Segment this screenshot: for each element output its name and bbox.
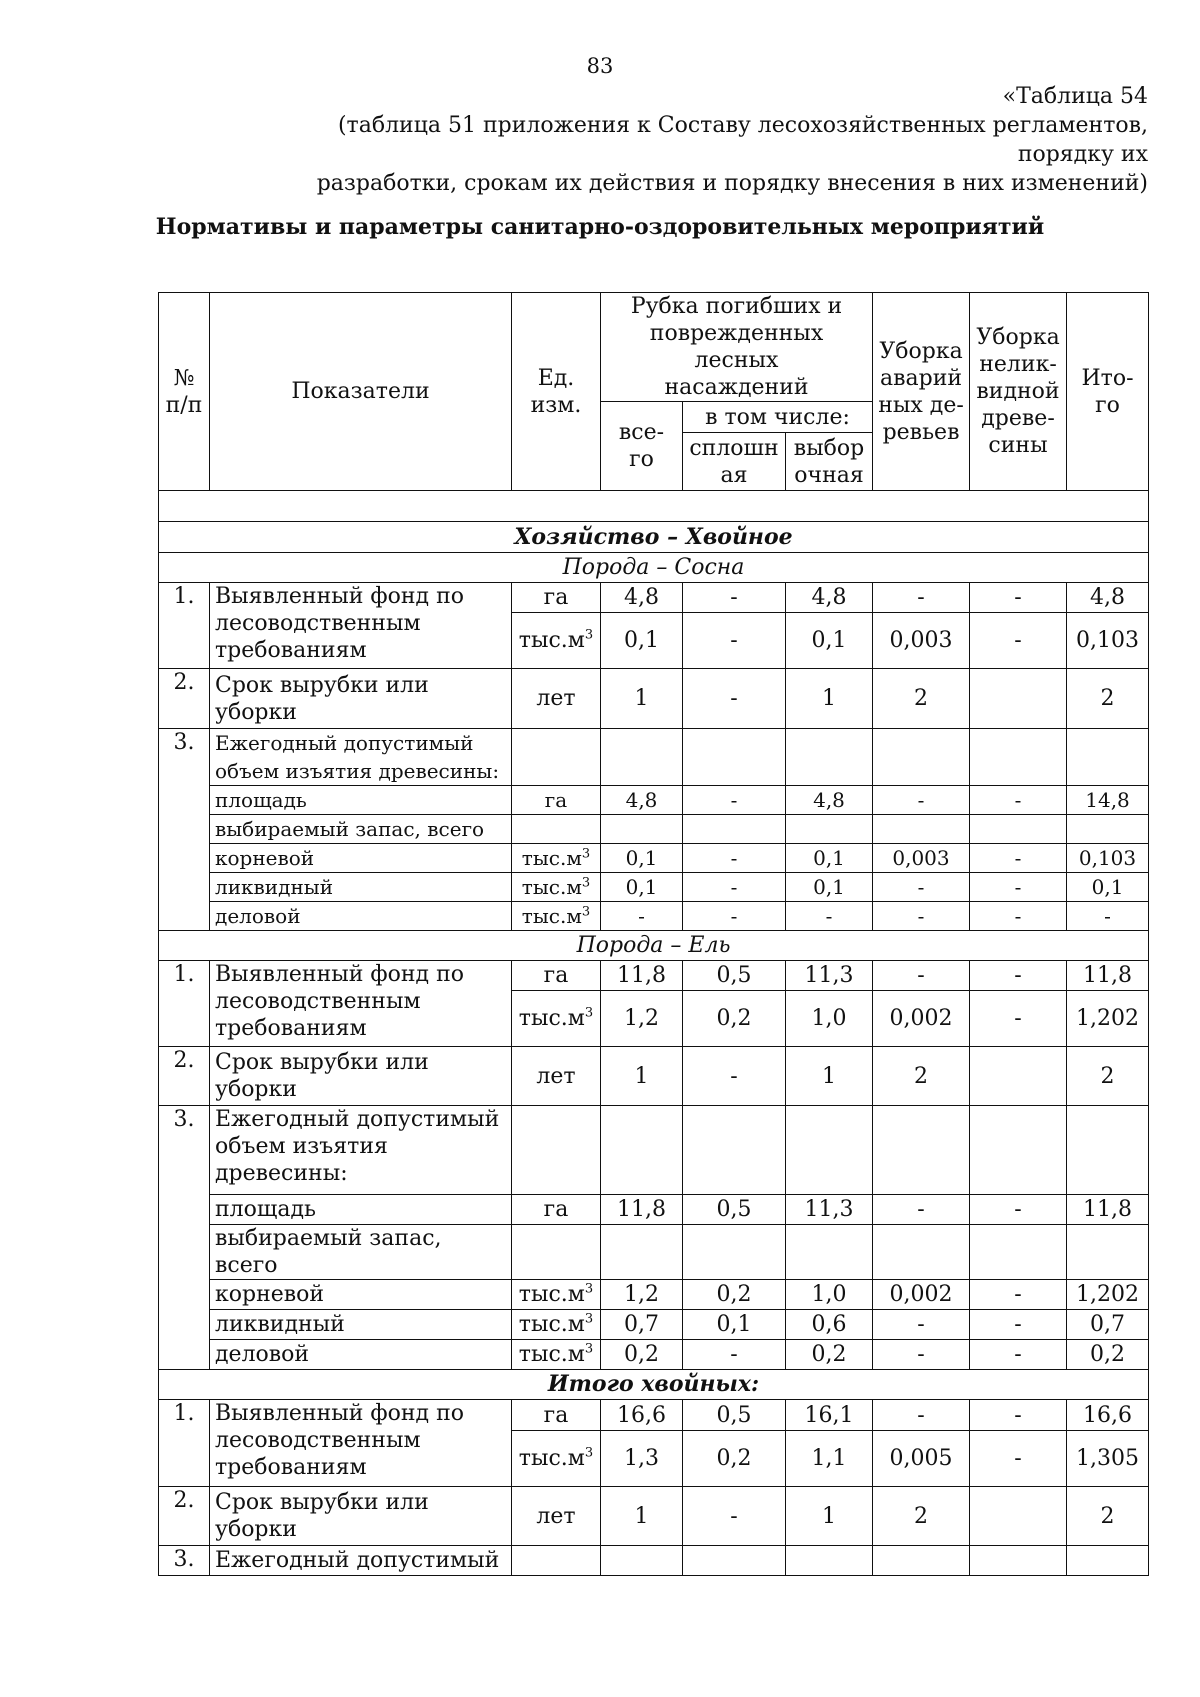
value-cell: 1,2: [601, 991, 683, 1047]
indicator-business: деловой: [210, 902, 512, 931]
value-cell: -: [873, 1340, 970, 1370]
unit-cell: лет: [512, 669, 601, 729]
table-row: [159, 491, 1149, 522]
header-felling: Рубка погибших и поврежденных лесных насаждений: [601, 293, 873, 402]
value-cell: 2: [1067, 669, 1149, 729]
value-cell: 0,2: [683, 991, 786, 1047]
value-cell: 11,8: [1067, 1195, 1149, 1225]
value-cell: 0,002: [873, 1280, 970, 1310]
value-cell: -: [683, 613, 786, 669]
row-number: 3.: [159, 729, 210, 931]
value-cell: -: [873, 873, 970, 902]
value-cell: 16,6: [1067, 1400, 1149, 1431]
table-row: [159, 1487, 1149, 1546]
indicator-identified-fund: Выявленный фонд по лесоводственным требованиям: [210, 1400, 512, 1487]
value-cell: 1: [601, 1487, 683, 1546]
value-cell: -: [683, 669, 786, 729]
value-cell: -: [601, 902, 683, 931]
table-row: [159, 1195, 1149, 1225]
value-cell: 4,8: [601, 786, 683, 815]
value-cell: [970, 1047, 1067, 1106]
value-cell: 2: [873, 1487, 970, 1546]
table-row: [159, 844, 1149, 873]
value-cell: -: [683, 1340, 786, 1370]
indicator-area: площадь: [210, 1195, 512, 1225]
unit-cell: $тыс.м^3$: [512, 1310, 601, 1340]
value-cell: -: [970, 1195, 1067, 1225]
farm-heading: Хозяйство – Хвойное: [159, 522, 1149, 553]
value-cell: 0,7: [601, 1310, 683, 1340]
table-row: [159, 902, 1149, 931]
header-total-felling: все- го: [601, 402, 683, 491]
value-cell: -: [683, 1487, 786, 1546]
indicator-root: корневой: [210, 844, 512, 873]
norms-table: [158, 292, 1149, 1576]
indicator-identified-fund: Выявленный фонд по лесоводственным требованиям: [210, 961, 512, 1047]
value-cell: -: [970, 1431, 1067, 1487]
value-cell: -: [873, 1195, 970, 1225]
value-cell: 1: [786, 1487, 873, 1546]
value-cell: 2: [1067, 1047, 1149, 1106]
table-source-line-1: (таблица 51 приложения к Составу лесохозяйственных регламентов, порядку их: [337, 113, 1148, 167]
species-heading-pine: Порода – Сосна: [159, 553, 1149, 583]
header-indicator: Показатели: [210, 293, 512, 491]
table-row: [159, 1280, 1149, 1310]
value-cell: 1,0: [786, 1280, 873, 1310]
value-cell: -: [873, 786, 970, 815]
value-cell: 0,103: [1067, 613, 1149, 669]
value-cell: 0,5: [683, 1195, 786, 1225]
header-selective-felling: выбор очная: [786, 433, 873, 491]
table-row: [159, 786, 1149, 815]
indicator-selected-stock: выбираемый запас, всего: [210, 815, 512, 844]
value-cell: -: [970, 961, 1067, 991]
value-cell: 0,1: [601, 844, 683, 873]
value-cell: 0,2: [786, 1340, 873, 1370]
unit-cell: $тыс.м^3$: [512, 873, 601, 902]
unit-cell: $тыс.м^3$: [512, 991, 601, 1047]
table-row: [159, 1370, 1149, 1400]
value-cell: 0,1: [786, 844, 873, 873]
unit-cell: лет: [512, 1047, 601, 1106]
value-cell: [970, 1487, 1067, 1546]
value-cell: 1: [601, 669, 683, 729]
value-cell: -: [683, 786, 786, 815]
header-including: в том числе:: [683, 402, 873, 433]
value-cell: -: [970, 1310, 1067, 1340]
indicator-business: деловой: [210, 1340, 512, 1370]
unit-cell: га: [512, 1400, 601, 1431]
table-source-line-2: разработки, срокам их действия и порядку внесения в них изменений): [316, 171, 1148, 196]
row-number: 1.: [159, 961, 210, 1047]
row-number: 2.: [159, 1047, 210, 1106]
total-coniferous-heading: Итого хвойных:: [159, 1370, 1149, 1400]
row-number: 3.: [159, 1546, 210, 1576]
table-row: [159, 522, 1149, 553]
indicator-identified-fund: Выявленный фонд по лесоводственным требованиям: [210, 583, 512, 669]
header-total: Ито- го: [1067, 293, 1149, 491]
table-row: [159, 1340, 1149, 1370]
value-cell: -: [873, 1400, 970, 1431]
value-cell: -: [683, 1047, 786, 1106]
value-cell: -: [970, 1400, 1067, 1431]
value-cell: -: [970, 902, 1067, 931]
indicator-felling-period: Срок вырубки или уборки: [210, 1487, 512, 1546]
value-cell: -: [970, 991, 1067, 1047]
unit-cell: га: [512, 961, 601, 991]
value-cell: 11,3: [786, 961, 873, 991]
unit-cell: $тыс.м^3$: [512, 1280, 601, 1310]
value-cell: 1,0: [786, 991, 873, 1047]
value-cell: 2: [873, 1047, 970, 1106]
unit-cell: $тыс.м^3$: [512, 1340, 601, 1370]
value-cell: 11,8: [601, 961, 683, 991]
value-cell: -: [873, 583, 970, 613]
value-cell: 4,8: [786, 786, 873, 815]
value-cell: -: [970, 583, 1067, 613]
value-cell: 0,7: [1067, 1310, 1149, 1340]
value-cell: -: [786, 902, 873, 931]
value-cell: 0,1: [601, 873, 683, 902]
indicator-annual-allowable: Ежегодный допустимый: [210, 1546, 512, 1576]
value-cell: 4,8: [786, 583, 873, 613]
table-row: [159, 1546, 1149, 1576]
value-cell: 1,3: [601, 1431, 683, 1487]
value-cell: -: [873, 902, 970, 931]
unit-cell: $тыс.м^3$: [512, 844, 601, 873]
value-cell: -: [683, 873, 786, 902]
row-number: 1.: [159, 1400, 210, 1487]
unit-cell: лет: [512, 1487, 601, 1546]
table-row: [159, 583, 1149, 613]
value-cell: -: [970, 1280, 1067, 1310]
unit-cell: га: [512, 583, 601, 613]
row-number: 2.: [159, 1487, 210, 1546]
value-cell: 1: [786, 669, 873, 729]
value-cell: 0,2: [601, 1340, 683, 1370]
header-row: [159, 293, 1149, 402]
value-cell: -: [683, 902, 786, 931]
unit-cell: $тыс.м^3$: [512, 902, 601, 931]
value-cell: 0,2: [683, 1431, 786, 1487]
value-cell: 1,202: [1067, 991, 1149, 1047]
value-cell: -: [970, 873, 1067, 902]
value-cell: 11,3: [786, 1195, 873, 1225]
value-cell: -: [873, 961, 970, 991]
value-cell: 0,103: [1067, 844, 1149, 873]
value-cell: 16,6: [601, 1400, 683, 1431]
value-cell: 0,5: [683, 1400, 786, 1431]
value-cell: 1,2: [601, 1280, 683, 1310]
row-number: 1.: [159, 583, 210, 669]
table-row: [159, 729, 1149, 786]
table-row: [159, 873, 1149, 902]
indicator-liquid: ликвидный: [210, 1310, 512, 1340]
value-cell: 0,1: [786, 873, 873, 902]
value-cell: 1,305: [1067, 1431, 1149, 1487]
document-title: Нормативы и параметры санитарно-оздоровительных мероприятий: [155, 214, 1045, 240]
indicator-annual-allowable: Ежегодный допустимый объем изъятия древесины:: [210, 729, 512, 786]
value-cell: -: [1067, 902, 1149, 931]
table-caption: «Таблица 54: [1002, 84, 1148, 109]
value-cell: 1,1: [786, 1431, 873, 1487]
table-row: [159, 961, 1149, 991]
indicator-selected-stock: выбираемый запас, всего: [210, 1225, 512, 1280]
header-number: № п/п: [159, 293, 210, 491]
value-cell: 0,002: [873, 991, 970, 1047]
table-row: [159, 1400, 1149, 1431]
indicator-liquid: ликвидный: [210, 873, 512, 902]
value-cell: -: [970, 1340, 1067, 1370]
table-row: [159, 1047, 1149, 1106]
value-cell: 14,8: [1067, 786, 1149, 815]
value-cell: -: [683, 844, 786, 873]
value-cell: 11,8: [1067, 961, 1149, 991]
header-emergency-trees: Уборка аварий ных де- ревьев: [873, 293, 970, 491]
value-cell: 2: [873, 669, 970, 729]
table-row: [159, 553, 1149, 583]
value-cell: 0,003: [873, 613, 970, 669]
table-reference: [248, 82, 1148, 198]
value-cell: 0,6: [786, 1310, 873, 1340]
value-cell: 4,8: [1067, 583, 1149, 613]
species-heading-spruce: Порода – Ель: [159, 931, 1149, 961]
indicator-root: корневой: [210, 1280, 512, 1310]
value-cell: 1: [786, 1047, 873, 1106]
value-cell: 0,5: [683, 961, 786, 991]
value-cell: 0,2: [683, 1280, 786, 1310]
table-row: [159, 1106, 1149, 1195]
row-number: 2.: [159, 669, 210, 729]
value-cell: 0,003: [873, 844, 970, 873]
unit-cell: $тыс.м^3$: [512, 613, 601, 669]
header-clear-felling: сплошн ая: [683, 433, 786, 491]
value-cell: 0,1: [786, 613, 873, 669]
indicator-felling-period: Срок вырубки или уборки: [210, 1047, 512, 1106]
value-cell: 1: [601, 1047, 683, 1106]
unit-cell: га: [512, 1195, 601, 1225]
table-row: [159, 1225, 1149, 1280]
value-cell: 1,202: [1067, 1280, 1149, 1310]
value-cell: 4,8: [601, 583, 683, 613]
value-cell: 0,1: [683, 1310, 786, 1340]
indicator-annual-allowable: Ежегодный допустимый объем изъятия древесины:: [210, 1106, 512, 1195]
value-cell: -: [683, 583, 786, 613]
value-cell: -: [970, 613, 1067, 669]
value-cell: 16,1: [786, 1400, 873, 1431]
value-cell: [970, 669, 1067, 729]
table-row: [159, 1310, 1149, 1340]
value-cell: 0,1: [1067, 873, 1149, 902]
page-number: 83: [586, 54, 614, 78]
table-row: [159, 931, 1149, 961]
value-cell: -: [873, 1310, 970, 1340]
value-cell: 0,2: [1067, 1340, 1149, 1370]
value-cell: 0,1: [601, 613, 683, 669]
header-unit: Ед. изм.: [512, 293, 601, 491]
value-cell: -: [970, 844, 1067, 873]
value-cell: 0,005: [873, 1431, 970, 1487]
header-illiquid-wood: Уборка нелик- видной древе- сины: [970, 293, 1067, 491]
table-row: [159, 669, 1149, 729]
value-cell: -: [970, 786, 1067, 815]
empty-row: [159, 491, 1149, 522]
row-number: 3.: [159, 1106, 210, 1370]
unit-cell: $тыс.м^3$: [512, 1431, 601, 1487]
indicator-felling-period: Срок вырубки или уборки: [210, 669, 512, 729]
indicator-area: площадь: [210, 786, 512, 815]
unit-cell: га: [512, 786, 601, 815]
table-row: [159, 815, 1149, 844]
value-cell: 11,8: [601, 1195, 683, 1225]
value-cell: 2: [1067, 1487, 1149, 1546]
